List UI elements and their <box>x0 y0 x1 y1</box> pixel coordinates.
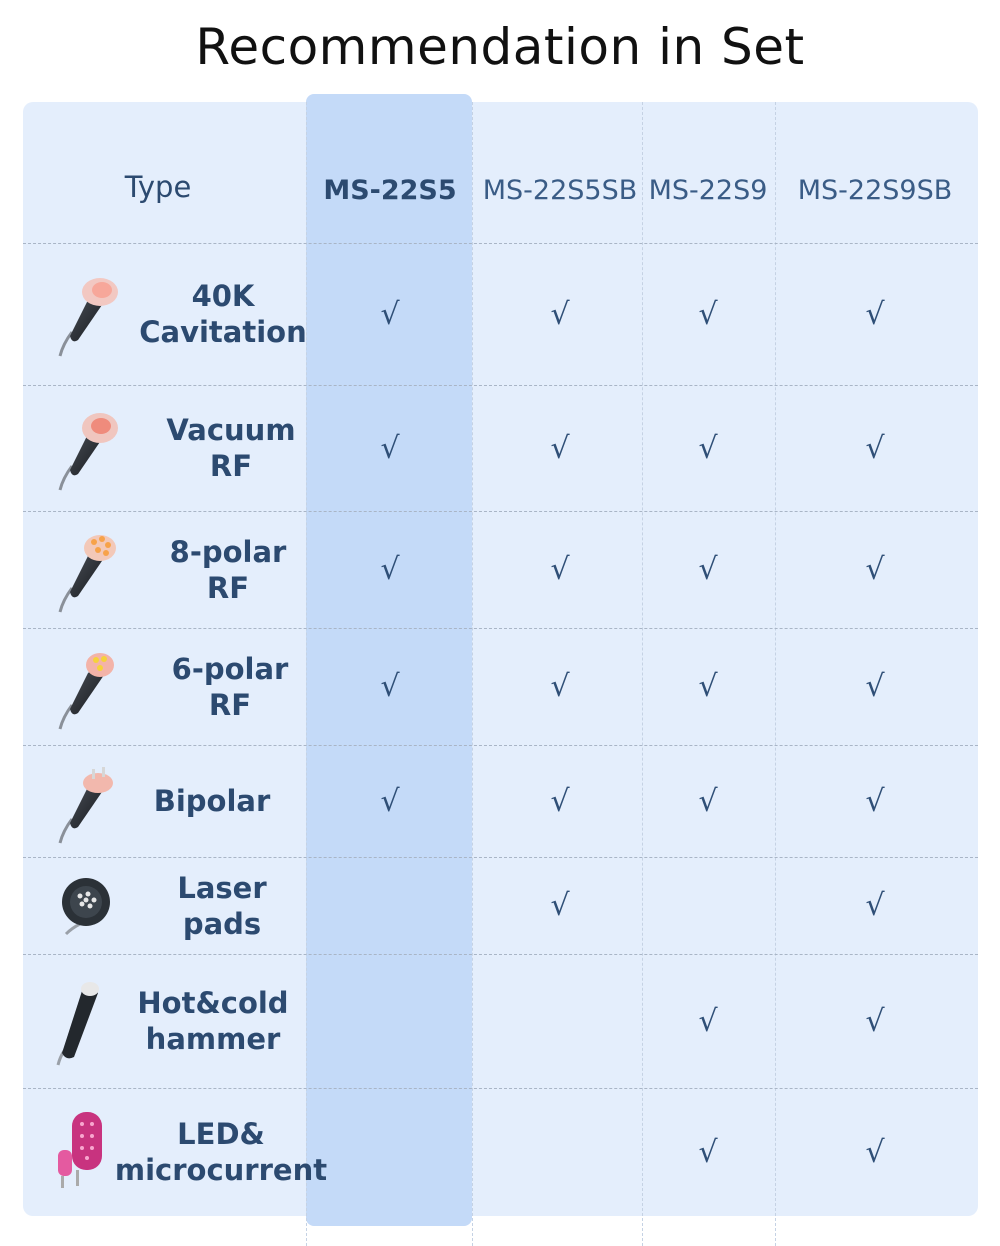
check-mark: √ <box>865 669 885 704</box>
check-mark: √ <box>865 296 885 332</box>
row-label: LED& microcurrent <box>114 1117 328 1187</box>
led-microcurrent-pad-icon <box>52 1108 112 1203</box>
column-divider <box>775 102 776 1246</box>
check-mark: √ <box>380 296 400 332</box>
row-label: 8-polar RF <box>169 534 287 605</box>
cavitation-handpiece-icon <box>52 270 122 365</box>
check-mark: √ <box>698 430 718 466</box>
8-polar-rf-handpiece-icon <box>52 526 122 621</box>
check-mark: √ <box>698 296 718 332</box>
check-mark: √ <box>865 430 885 466</box>
check-mark: √ <box>698 1134 718 1170</box>
row-label: Hot&cold hammer <box>137 986 289 1056</box>
check-mark: √ <box>380 430 400 466</box>
check-mark: √ <box>865 552 885 587</box>
check-mark: √ <box>865 888 885 923</box>
column-header-ms-22s9: MS-22S9 <box>648 174 768 206</box>
check-mark: √ <box>698 552 718 587</box>
check-mark: √ <box>550 430 570 466</box>
check-mark: √ <box>550 669 570 704</box>
check-mark: √ <box>550 783 570 819</box>
row-label: 6-polar RF <box>171 651 289 722</box>
vacuum-rf-handpiece-icon <box>52 404 122 499</box>
check-mark: √ <box>550 552 570 587</box>
check-mark: √ <box>865 1134 885 1170</box>
check-mark: √ <box>698 669 718 704</box>
column-header-ms-22s5sb: MS-22S5SB <box>482 174 638 206</box>
6-polar-rf-handpiece-icon <box>52 643 122 738</box>
check-mark: √ <box>550 888 570 923</box>
check-mark: √ <box>698 783 718 819</box>
page-title: Recommendation in Set <box>195 18 805 76</box>
check-mark: √ <box>698 1003 718 1039</box>
check-mark: √ <box>380 783 400 819</box>
check-mark: √ <box>550 296 570 332</box>
column-header-ms-22s5: MS-22S5 <box>323 174 457 206</box>
column-header-ms-22s9sb: MS-22S9SB <box>797 174 953 206</box>
row-label: Vacuum RF <box>166 413 296 483</box>
row-label: Laser pads <box>177 870 267 941</box>
check-mark: √ <box>380 552 400 587</box>
row-label: 40K Cavitation <box>139 279 307 349</box>
type-column-header: Type <box>124 170 192 204</box>
check-mark: √ <box>865 783 885 819</box>
check-mark: √ <box>865 1003 885 1039</box>
row-label: Bipolar <box>153 784 271 818</box>
check-mark: √ <box>380 669 400 704</box>
